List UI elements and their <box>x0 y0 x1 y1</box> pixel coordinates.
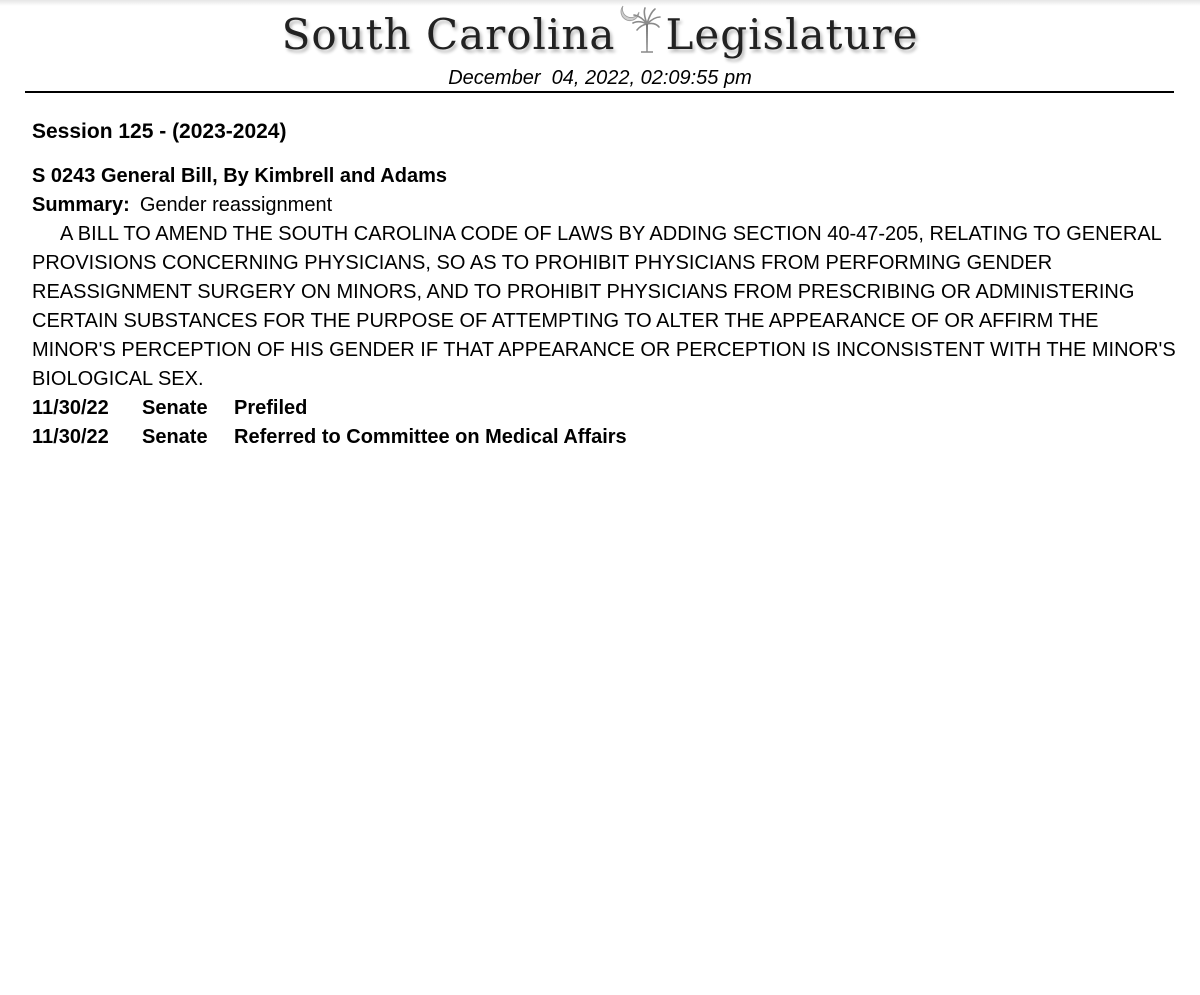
action-body: Senate <box>142 426 208 448</box>
site-masthead <box>0 10 1200 59</box>
summary-label: Summary: <box>32 194 130 216</box>
bill-heading: S 0243 General Bill, By Kimbrell and Adams <box>32 165 447 187</box>
session-title: Session 125 - (2023-2024) <box>32 120 287 143</box>
action-description: Prefiled <box>234 397 308 419</box>
bill-body-text: A BILL TO AMEND THE SOUTH CAROLINA CODE OF LAWS BY ADDING SECTION 40-47-205, RELATING TO GENERAL PROVISIONS CONCERNING PHYSICIANS, SO AS TO PROHIBIT PHYSICIANS FROM PERFORMING GENDER REASSIGNMENT SURGERY ON MINORS, AND TO PROHIBIT PHYSICIANS FROM PRESCRIBING OR ADMINISTERING CERTAIN SUBSTANCES FOR THE PURPOSE OF ATTEMPTING TO ALTER THE APPEARANCE OF OR AFFIRM THE MINOR'S PERCEPTION OF HIS GENDER IF THAT APPEARANCE OR PERCEPTION IS INCONSISTENT WITH THE MINOR'S BIOLOGICAL SEX. <box>32 223 1176 390</box>
header-divider <box>25 91 1174 93</box>
action-description: Referred to Committee on Medical Affairs <box>234 426 627 448</box>
action-row <box>32 423 1182 452</box>
action-date: 11/30/22 <box>32 426 109 448</box>
palmetto-tree-crescent-icon <box>617 2 663 56</box>
page-header <box>0 0 1200 95</box>
action-body: Senate <box>142 397 208 419</box>
bill-actions <box>32 394 1182 452</box>
report-timestamp: December 04, 2022, 02:09:55 pm <box>448 67 752 89</box>
summary-text: Gender reassignment <box>139 194 333 216</box>
bill-summary <box>32 191 1182 220</box>
bill-report <box>32 115 1182 452</box>
masthead-title-left: South Carolina <box>281 10 616 59</box>
action-row <box>32 394 1182 423</box>
masthead-title-right: Legislature <box>665 10 919 59</box>
action-date: 11/30/22 <box>32 397 109 419</box>
